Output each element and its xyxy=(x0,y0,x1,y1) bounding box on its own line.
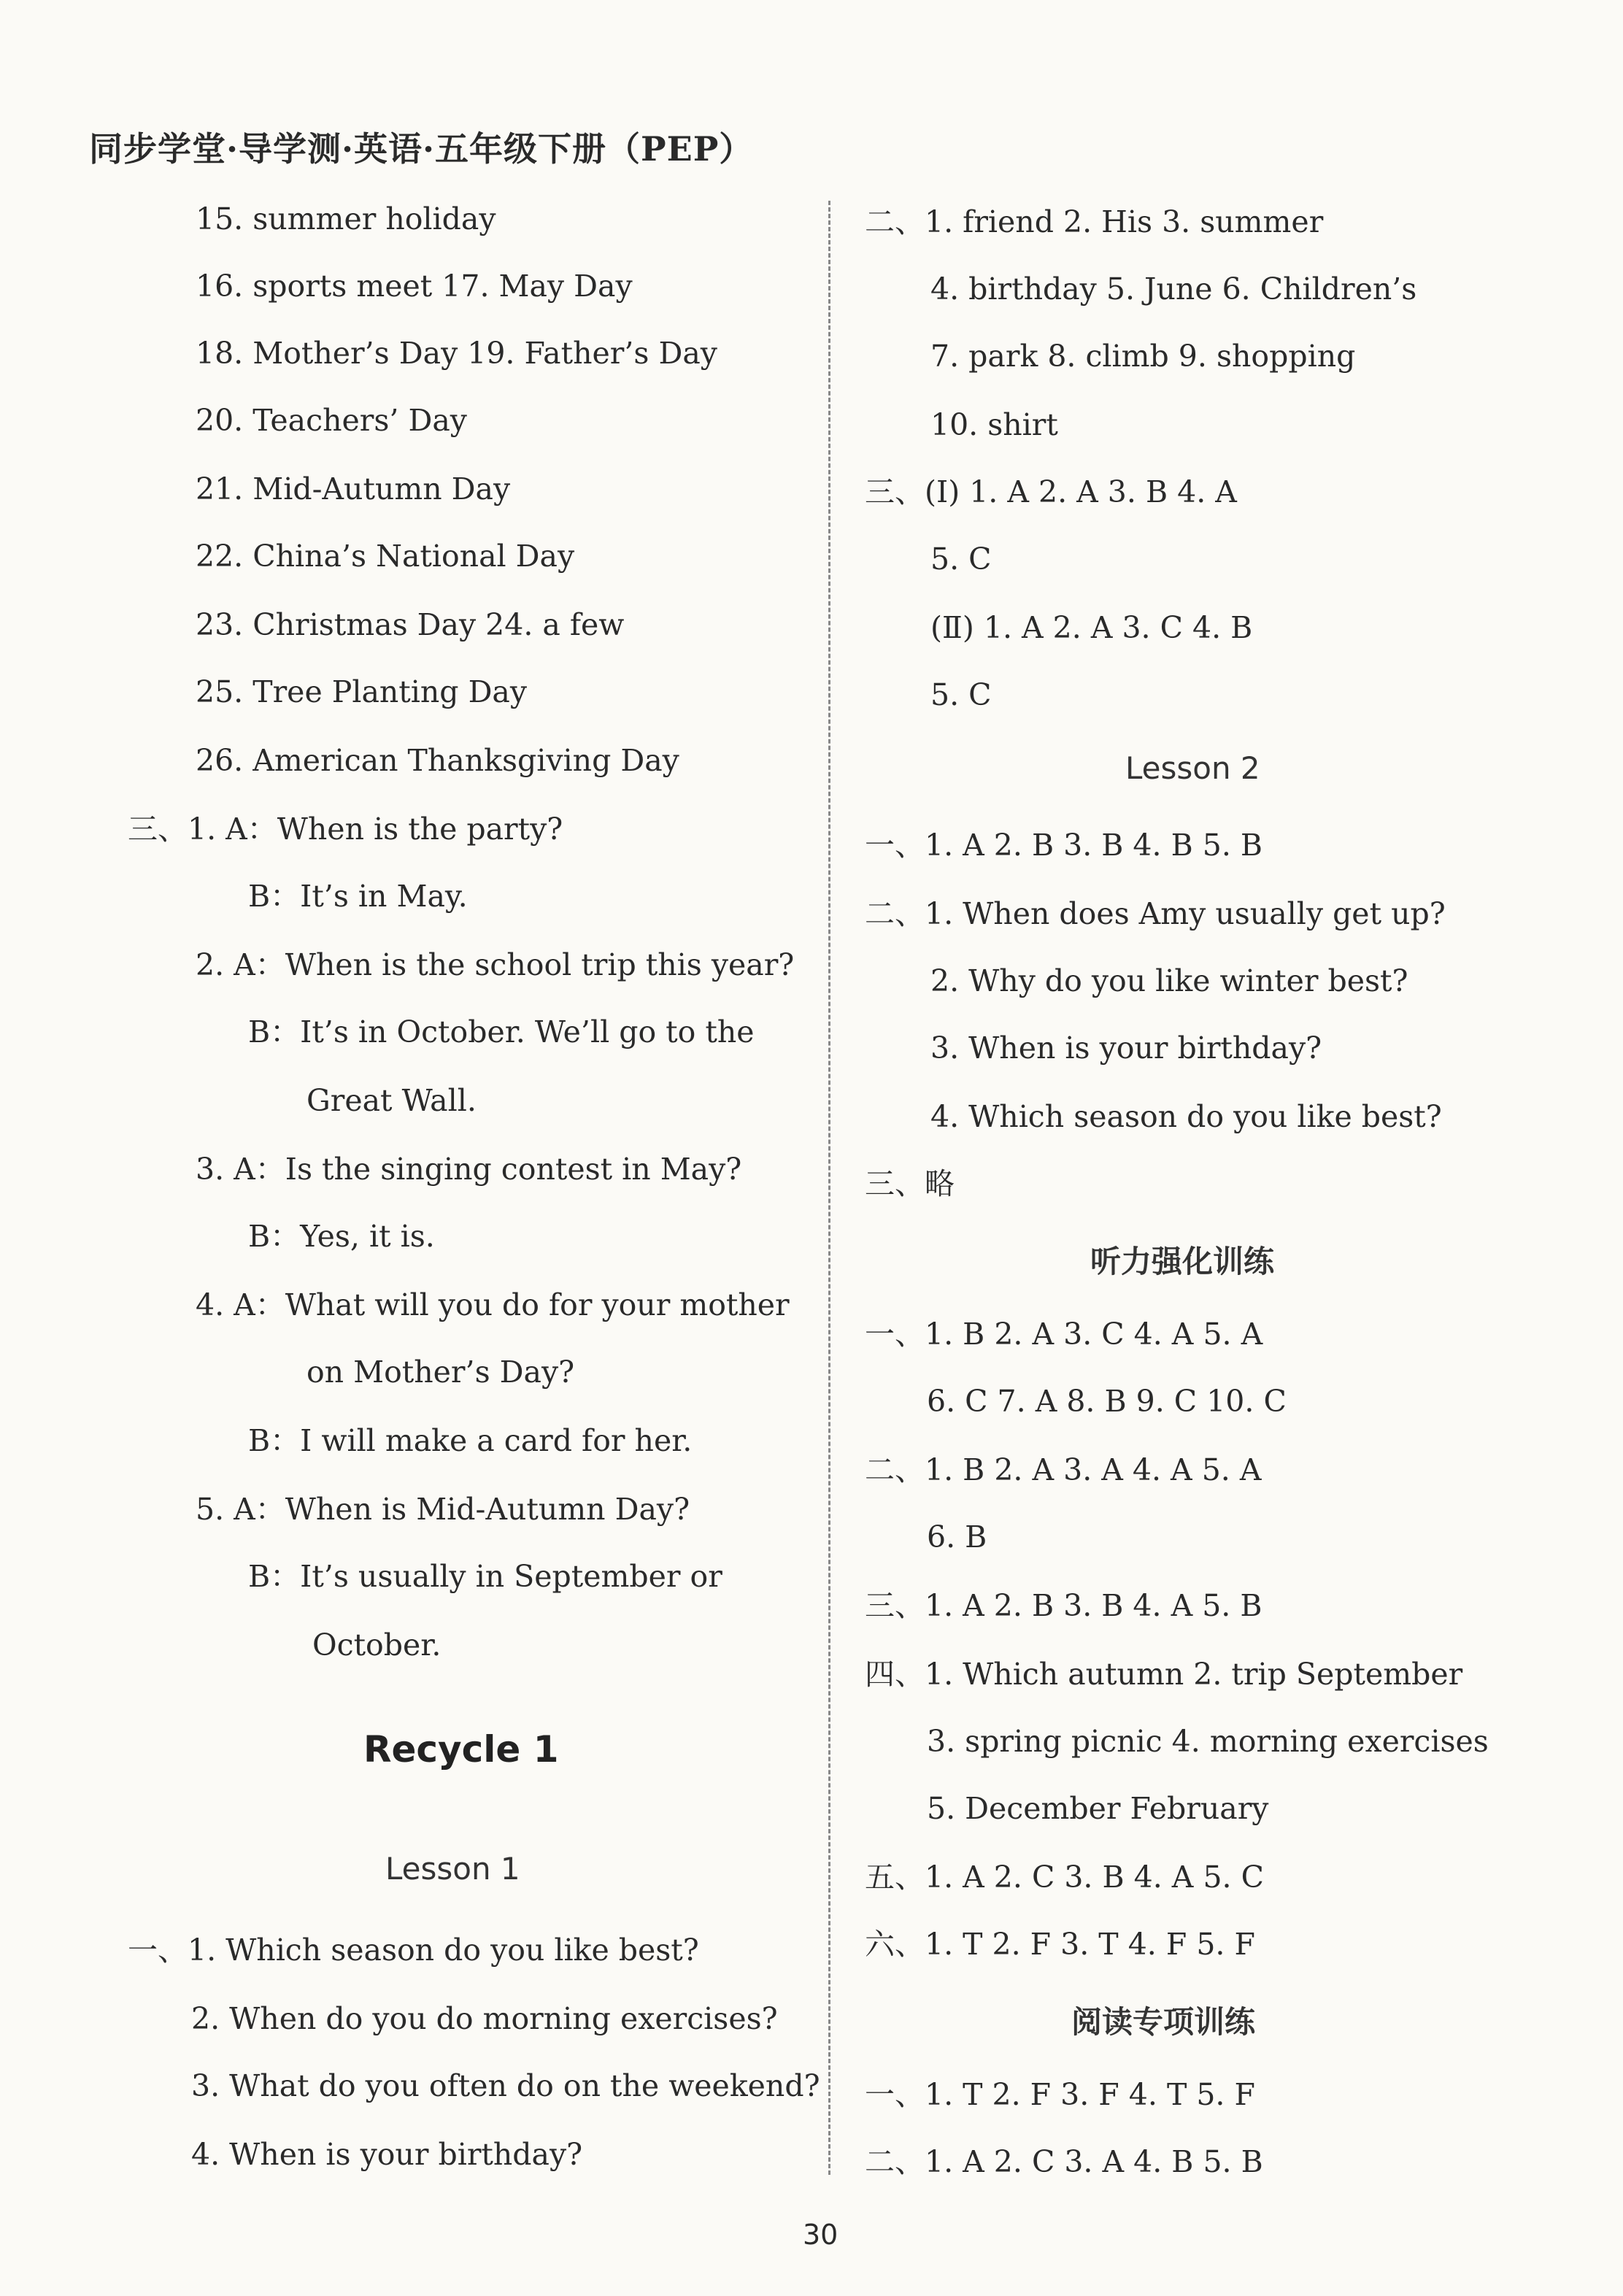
listening-line: 一、1. B 2. A 3. C 4. A 5. A xyxy=(865,1317,1263,1352)
answer-line: 三、(Ⅰ) 1. A 2. A 3. B 4. A xyxy=(865,474,1237,509)
answer-line: 7. park 8. climb 9. shopping xyxy=(930,339,1356,374)
lesson2-line: 2. Why do you like winter best? xyxy=(930,963,1408,998)
dialogue-line: 4. A：What will you do for your mother xyxy=(196,1287,790,1322)
lesson1-line: 4. When is your birthday? xyxy=(191,2137,583,2172)
lesson2-line: 二、1. When does Amy usually get up? xyxy=(865,896,1446,931)
dialogue-line: B：I will make a card for her. xyxy=(248,1423,693,1458)
listening-line: 六、1. T 2. F 3. T 4. F 5. F xyxy=(865,1927,1255,1962)
column-divider xyxy=(828,201,830,2175)
listening-line: 3. spring picnic 4. morning exercises xyxy=(927,1724,1489,1759)
reading-section-title: 阅读专项训练 xyxy=(1071,2004,1256,2040)
page-header: 同步学堂·导学测·英语·五年级下册（PEP） xyxy=(89,129,754,169)
dialogue-line: B：It’s usually in September or xyxy=(248,1559,722,1594)
answer-line: 5. C xyxy=(930,542,992,577)
lesson2-line: 一、1. A 2. B 3. B 4. B 5. B xyxy=(865,828,1263,863)
answer-line: 5. C xyxy=(930,677,992,712)
lesson2-line: 4. Which season do you like best? xyxy=(930,1099,1442,1134)
listening-line: 5. December February xyxy=(927,1791,1269,1826)
dialogue-line: 3. A：Is the singing contest in May? xyxy=(196,1152,742,1187)
answer-line: (Ⅱ) 1. A 2. A 3. C 4. B xyxy=(930,610,1253,645)
lesson2-title: Lesson 2 xyxy=(1125,750,1260,786)
dialogue-line: B：It’s in October. We’ll go to the xyxy=(248,1014,755,1049)
reading-line: 二、1. A 2. C 3. A 4. B 5. B xyxy=(865,2144,1263,2179)
dialogue-line: on Mother’s Day? xyxy=(307,1355,575,1390)
answer-line: 25. Tree Planting Day xyxy=(196,674,528,709)
answer-line: 18. Mother’s Day 19. Father’s Day xyxy=(196,336,717,371)
answer-line: 4. birthday 5. June 6. Children’s xyxy=(930,271,1417,307)
lesson1-line: 2. When do you do morning exercises? xyxy=(191,2001,778,2036)
listening-line: 二、1. B 2. A 3. A 4. A 5. A xyxy=(865,1452,1262,1487)
dialogue-line: 三、1. A：When is the party? xyxy=(128,812,563,847)
dialogue-line: B：It’s in May. xyxy=(248,879,468,914)
listening-section-title: 听力强化训练 xyxy=(1090,1244,1275,1279)
answer-line: 21. Mid-Autumn Day xyxy=(196,471,511,506)
lesson2-line: 3. When is your birthday? xyxy=(930,1030,1322,1066)
dialogue-line: Great Wall. xyxy=(307,1083,477,1118)
listening-line: 三、1. A 2. B 3. B 4. A 5. B xyxy=(865,1588,1262,1623)
lesson1-line: 一、1. Which season do you like best? xyxy=(128,1933,699,1968)
lesson1-line: 3. What do you often do on the weekend? xyxy=(191,2068,820,2103)
answer-line: 16. sports meet 17. May Day xyxy=(196,269,633,304)
lesson2-line: 三、略 xyxy=(865,1166,955,1201)
lesson1-title: Lesson 1 xyxy=(385,1851,520,1887)
answer-line: 26. American Thanksgiving Day xyxy=(196,743,679,778)
answer-line: 15. summer holiday xyxy=(196,201,496,236)
listening-line: 四、1. Which autumn 2. trip September xyxy=(865,1657,1463,1692)
page-number: 30 xyxy=(803,2219,839,2251)
answer-line: 二、1. friend 2. His 3. summer xyxy=(865,204,1324,239)
dialogue-line: 2. A：When is the school trip this year? xyxy=(196,947,795,982)
dialogue-line: B：Yes, it is. xyxy=(248,1219,435,1254)
answer-line: 23. Christmas Day 24. a few xyxy=(196,607,625,642)
reading-line: 一、1. T 2. F 3. F 4. T 5. F xyxy=(865,2077,1255,2112)
answer-line: 20. Teachers’ Day xyxy=(196,403,467,438)
dialogue-line: October. xyxy=(312,1627,442,1663)
listening-line: 6. C 7. A 8. B 9. C 10. C xyxy=(927,1384,1287,1419)
listening-line: 6. B xyxy=(927,1519,987,1555)
answer-line: 10. shirt xyxy=(930,407,1058,442)
answer-line: 22. China’s National Day xyxy=(196,539,575,574)
listening-line: 五、1. A 2. C 3. B 4. A 5. C xyxy=(865,1860,1264,1895)
dialogue-line: 5. A：When is Mid-Autumn Day? xyxy=(196,1492,690,1527)
recycle-title: Recycle 1 xyxy=(363,1728,559,1771)
